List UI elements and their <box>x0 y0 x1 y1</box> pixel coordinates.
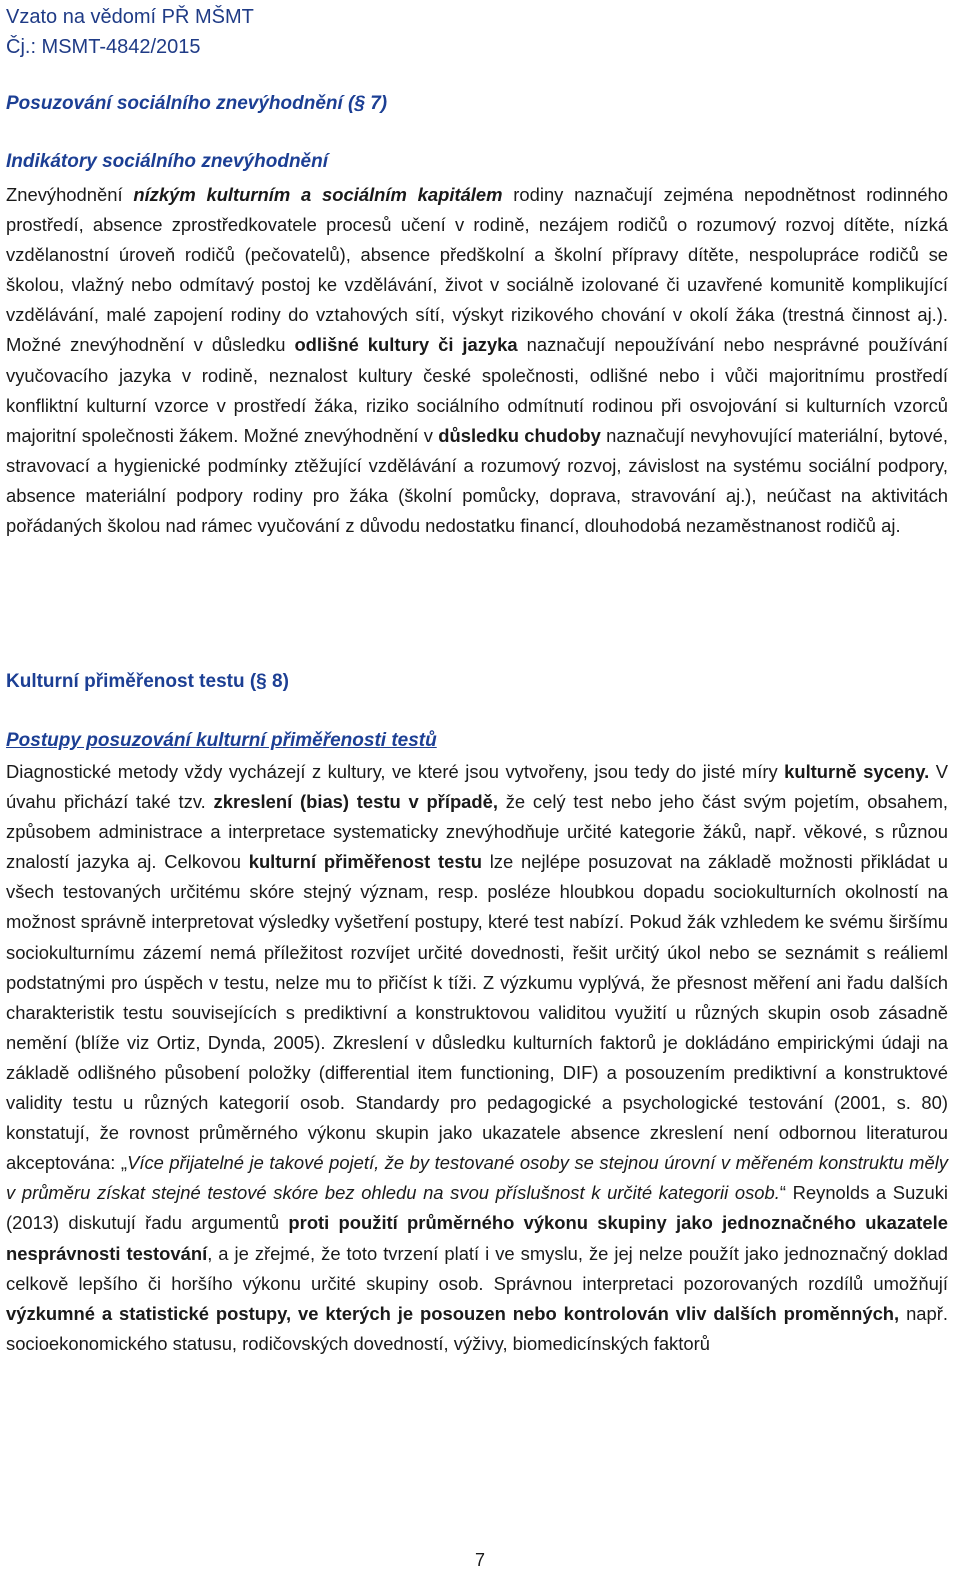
text-run: rodiny naznačují zejména nepodnětnost rodinného prostředí, absence zprostředkovatele procesů učení v rodině, nezájem rodičů o rozumový rozvoj dítěte, nízká vzdělanostní úroveň rodičů (pečovatelů), absence předškolní a školní přípravy dítěte, nespolupráce rodičů se školou, vlažný nebo odmítavý postoj ke vzdělávání, život v sociálně izolované či uzavřené komunitě komplikující vzdělávání, malé zapojení rodiny do vztahových sítí, výskyt rizikového chování v okolí žáka (trestná činnost aj.). Možné znevýhodnění v důsledku <box>6 184 948 356</box>
emphasis-low-capital: nízkým kulturním a sociálním kapitálem <box>133 184 503 205</box>
text-run: např. socioekonomického statusu, rodičovských dovedností, výživy, biomedicínských faktorů <box>6 1302 948 1354</box>
section-7-paragraph <box>6 180 948 541</box>
page-number: 7 <box>474 1550 485 1570</box>
emphasis-culturally-saturated: kulturně syceny. <box>784 761 930 782</box>
text-run: že celý test nebo jeho část svým pojetím, obsahem, způsobem administrace a interpretace systematicky znevýhodňuje určité kategorie žáků, např. věkové, s různou znalostí jazyka aj. Celkovou <box>6 791 948 873</box>
emphasis-test-bias: zkreslení (bias) testu v případě, <box>213 791 498 813</box>
emphasis-against-group-mean: proti použití průměrného výkonu skupiny jako jednoznačného ukazatele nesprávnosti testování <box>6 1212 948 1264</box>
emphasis-different-culture: odlišné kultury či jazyka <box>294 334 518 356</box>
quotation-standards: Více přijatelné je takové pojetí, že by testované osoby se stejnou úrovní v měřeném konstruktu měly v průměru získat stejné testové skóre bez ohledu na svou příslušnost k určité kategorii osob. <box>6 1152 948 1204</box>
section-8-subtitle: Postupy posuzování kulturní přiměřenosti testů <box>6 730 437 751</box>
text-run: Znevýhodnění <box>6 184 134 205</box>
text-run: “ Reynolds a Suzuki (2013) diskutují řadu argumentů <box>6 1182 948 1234</box>
section-8-paragraph <box>6 757 948 1359</box>
section-8-title: Kulturní přiměřenost testu (§ 8) <box>6 671 289 692</box>
text-run: lze nejlépe posuzovat na základě možnosti přikládat u všech testovaných určitému skóre stejný význam, resp. posléze hloubkou dopadu sociokulturních okolností na možnost správně interpretovat výsledky vyšetření postupy, které test nabízí. Pokud žák vzhledem ke svému širšímu sociokulturnímu zázemí nemá příležitost rozvíjet určité dovednosti, řešit určitý úkol nebo se seznámit s reálieml podstatnými pro úspěch v testu, nelze mu to přičíst k tíži. Z výzkumu vyplývá, že přesnost měření ani řadu dalších charakteristik testu souvisejících s prediktivní a konstruktovou validitou využití u různých skupin osob zásadně nemění (blíže viz Ortiz, Dynda, 2005). Zkreslení v důsledku kulturních faktorů je dokládáno empirickými údaji na základě odlišného působení položky (differential item functioning, DIF) a posouzením prediktivní a konstruktové validity testu u různých kategorií osob. Standardy pro pedagogické a psychologické testování (2001, s. 80) konstatují, že rovnost průměrného výkonu skupin jako ukazatele absence zkreslení není odbornou literaturou akceptována: „ <box>6 851 948 1174</box>
text-run: , a je zřejmé, že toto tvrzení platí i ve smyslu, že jej nelze použít jako jednoznačný doklad celkově lepšího či horšího výkonu určité skupiny osob. Správnou interpretaci pozorovaných rozdílů umožňují <box>6 1242 949 1294</box>
header-approval-note: Vzato na vědomí PŘ MŠMT <box>6 6 254 28</box>
header-reference-number: Čj.: MSMT-4842/2015 <box>6 36 201 58</box>
text-run: V úvahu přichází také tzv. <box>6 761 948 813</box>
section-7-subtitle: Indikátory sociálního znevýhodnění <box>6 151 328 172</box>
text-run: naznačují nepoužívání nebo nesprávné používání vyučovacího jazyka v rodině, neznalost kultury české společnosti, odlišné nebo i vůči majoritnímu prostředí konfliktní kulturní vzorce v prostředí žáka, riziko sociálního odmítnutí rodinou při osvojování si kulturních vzorců majoritní společnosti žákem. Možné znevýhodnění v <box>6 334 949 446</box>
section-7-title: Posuzování sociálního znevýhodnění (§ 7) <box>6 93 388 114</box>
text-run: naznačují nevyhovující materiální, bytové, stravovací a hygienické podmínky ztěžující vzdělávání a rozumový rozvoj, závislost na systému sociální podpory, absence materiální podpory rodiny pro žáka (školní pomůcky, doprava, stravování aj.), neúčast na aktivitách pořádaných školou nad rámec vyučování z důvodu nedostatku financí, dlouhodobá nezaměstnanost rodičů aj. <box>6 424 948 537</box>
emphasis-cultural-fairness: kulturní přiměřenost testu <box>248 851 482 873</box>
emphasis-poverty: důsledku chudoby <box>438 424 601 446</box>
emphasis-research-methods: výzkumné a statistické postupy, ve kterých je posouzen nebo kontrolován vliv dalších proměnných, <box>6 1302 900 1324</box>
text-run: Diagnostické metody vždy vycházejí z kultury, ve které jsou vytvořeny, jsou tedy do jisté míry <box>6 761 785 782</box>
